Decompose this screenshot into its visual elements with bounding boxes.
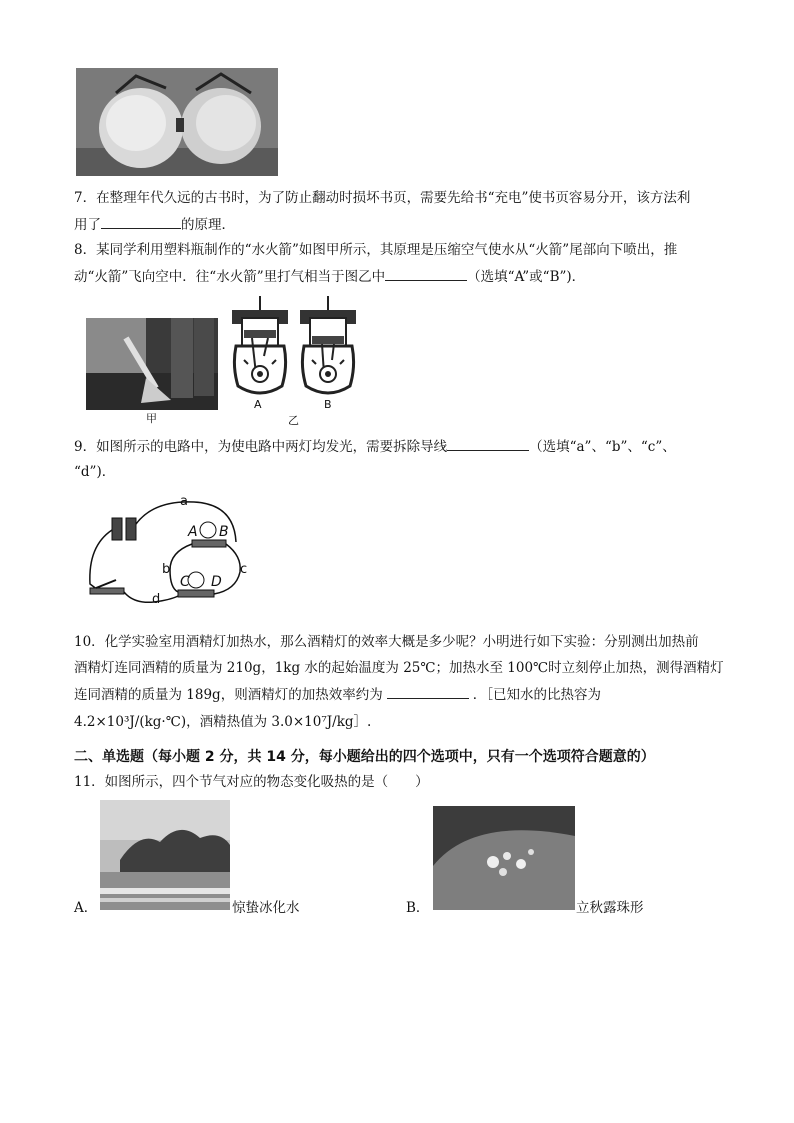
q10-line3 [74,684,601,705]
lamp-label-c: C [180,574,190,590]
q9-line1 [74,436,676,457]
option-b-text: 立秋露珠形 [576,900,644,916]
q7-line2-post: 的原理． [181,217,235,233]
q10-line2: 酒精灯连同酒精的质量为 210g，1kg 水的起始温度为 25℃；加热水至 100℃时立刻停止加热，测得酒精灯 [74,660,724,676]
hemispheres-photo [76,68,278,176]
engine-label-a: A [254,398,262,411]
q8-answer-blank[interactable] [385,266,467,281]
q8-line2-pre: 动“火箭”飞向空中．往“水火箭”里打气相当于图乙中 [74,269,386,285]
caption-jia: 甲 [146,412,157,425]
q9-answer-blank[interactable] [447,436,529,451]
lamp-label-d: D [211,574,222,590]
q10-line3-pre: 连同酒精的质量为 189g，则酒精灯的加热效率约为 [74,687,383,703]
engine-diagram-b [296,296,360,400]
q7-line1: 7．在整理年代久远的古书时，为了防止翻动时损坏书页，需要先给书“充电”使书页容易分开，该方法利 [74,190,691,206]
q11-stem: 11．如图所示，四个节气对应的物态变化吸热的是（ ） [74,774,429,790]
wire-label-d: d [152,592,161,607]
q7-line2-pre: 用了 [74,217,101,233]
q9-line1-post: （选填“a”、“b”、“c”、 [529,439,676,455]
option-a-letter[interactable]: A． [74,900,98,916]
q9-line1-pre: 9．如图所示的电路中，为使电路中两灯均发光，需要拆除导线 [74,439,448,455]
q10-answer-blank[interactable] [387,684,469,699]
q10-line3-post: ．［已知水的比热容为 [472,687,601,703]
q7-answer-blank[interactable] [101,214,181,229]
engine-label-b: B [324,398,332,411]
q8-line2-post: （选填“A”或“B”)． [467,269,586,285]
q7-line2 [74,214,235,235]
section-title-single-choice: 二、单选题（每小题 2 分，共 14 分，每小题给出的四个选项中，只有一个选项符合题意的） [74,749,655,765]
engine-diagram-a [228,296,292,400]
option-a-text: 惊蛰冰化水 [232,900,300,916]
wire-label-c: c [240,562,248,577]
wire-label-b: b [162,562,171,577]
lamp-label-a: A [188,524,198,540]
q10-line1: 10．化学实验室用酒精灯加热水，那么酒精灯的效率大概是多少呢？小明进行如下实验：分别测出加热前 [74,634,699,650]
q9-line2: “d”)． [74,464,116,480]
water-rocket-photo [86,318,218,410]
circuit-diagram [74,486,254,618]
lamp-label-b: B [219,524,229,540]
option-a-photo [100,800,230,910]
q8-line1: 8．某同学利用塑料瓶制作的“水火箭”如图甲所示，其原理是压缩空气使水从“火箭”尾部向下喷出，推 [74,242,678,258]
q8-line2 [74,266,585,287]
caption-yi: 乙 [288,414,299,427]
option-b-letter[interactable]: B． [406,900,430,916]
option-b-photo [433,806,575,910]
q10-line4: 4.2×10³J/(kg·℃)，酒精热值为 3.0×10⁷J/kg］. [74,714,372,730]
wire-label-a: a [180,494,188,509]
